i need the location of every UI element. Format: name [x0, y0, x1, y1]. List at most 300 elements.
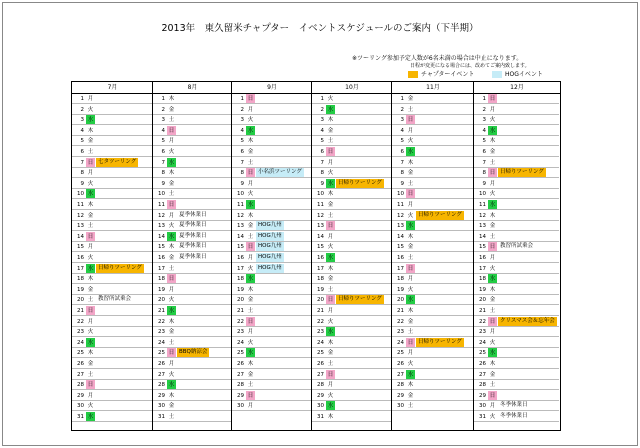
- day-cell: [392, 200, 473, 210]
- day-cell: [312, 211, 391, 221]
- day-number: 26: [158, 361, 165, 367]
- weekday-label: 土: [407, 106, 414, 113]
- day-number: 3: [161, 117, 165, 124]
- weekday-label: 日: [87, 382, 94, 389]
- weekday-label: 月: [247, 403, 254, 410]
- day-number: 4: [400, 127, 404, 134]
- event-label: 教習所試乗会: [500, 243, 534, 250]
- weekday-label: 火: [327, 244, 334, 251]
- month-header: 8月: [153, 82, 232, 94]
- weekday-label: 木: [489, 138, 496, 145]
- day-number: 29: [77, 392, 84, 399]
- day-cell: [72, 94, 152, 104]
- day-cell: [312, 327, 391, 337]
- day-number: 3: [400, 117, 404, 124]
- day-cell: [474, 327, 559, 337]
- day-number: 17: [317, 265, 324, 272]
- day-cell: [72, 221, 152, 231]
- day-number: 23: [317, 329, 324, 336]
- weekday-label: 日: [489, 96, 496, 102]
- day-cell: [474, 359, 559, 369]
- day-cell: [72, 348, 152, 358]
- weekday-label: 火: [247, 191, 254, 198]
- weekday-label: 日: [327, 371, 334, 378]
- weekday-label: 月: [327, 159, 334, 166]
- day-cell: [72, 147, 152, 157]
- day-cell: [474, 380, 559, 390]
- day-cell: [72, 274, 152, 284]
- weekday-label: 金: [247, 223, 254, 230]
- day-cell: [232, 94, 311, 104]
- day-cell: [312, 94, 391, 104]
- day-number: 29: [237, 392, 244, 399]
- day-cell: [232, 105, 311, 115]
- month-header: 10月: [312, 82, 392, 94]
- day-number: 2: [320, 106, 324, 113]
- day-cell: [232, 158, 311, 168]
- day-number: 10: [317, 191, 324, 198]
- day-number: 19: [479, 286, 486, 293]
- weekday-label: 日: [247, 170, 254, 177]
- day-number: 15: [158, 244, 165, 251]
- event-label: クリスマス会＆忘年会: [500, 317, 555, 324]
- day-cell: [72, 211, 152, 221]
- weekday-label: 水: [489, 127, 496, 134]
- weekday-label: 日: [87, 233, 94, 240]
- day-number: 18: [158, 276, 165, 283]
- day-number: 30: [237, 403, 244, 410]
- day-number: 15: [77, 244, 84, 251]
- day-cell: [232, 274, 311, 284]
- day-cell: [232, 401, 311, 411]
- day-cell: [72, 158, 152, 168]
- day-number: 8: [320, 170, 324, 177]
- day-number: 2: [80, 106, 84, 113]
- day-cell: [474, 126, 559, 136]
- weekday-label: 日: [407, 191, 414, 198]
- day-cell: [72, 179, 152, 189]
- day-number: 30: [158, 403, 165, 410]
- weekday-label: 水: [489, 350, 496, 357]
- day-number: 31: [77, 414, 84, 420]
- weekday-label: 月: [327, 382, 334, 389]
- day-cell: [72, 327, 152, 337]
- weekday-label: 金: [168, 106, 175, 113]
- day-cell: [72, 285, 152, 295]
- day-number: 14: [397, 233, 404, 240]
- day-cell: [392, 136, 473, 146]
- day-number: 28: [77, 382, 84, 389]
- day-cell: [153, 179, 231, 189]
- day-cell: [232, 242, 311, 252]
- weekday-label: 水: [407, 297, 414, 304]
- day-cell: [392, 348, 473, 358]
- day-number: 11: [77, 202, 84, 208]
- weekday-label: 月: [407, 276, 414, 283]
- day-cell: [232, 348, 311, 358]
- day-number: 5: [161, 138, 165, 145]
- day-cell: [474, 295, 559, 305]
- calendar-grid: [71, 81, 561, 431]
- weekday-label: 月: [168, 286, 175, 293]
- weekday-label: 月: [168, 138, 175, 145]
- day-number: 14: [158, 233, 165, 240]
- day-cell: [392, 285, 473, 295]
- weekday-label: 月: [87, 170, 94, 177]
- weekday-label: 木: [327, 414, 334, 420]
- weekday-label: 日: [87, 308, 94, 314]
- weekday-label: 金: [407, 244, 414, 251]
- day-number: 27: [317, 371, 324, 378]
- day-number: 9: [161, 180, 165, 187]
- note-cancel-condition: ※ツーリング参加予定人数が6名未満の場合は中止になります。: [352, 55, 523, 62]
- day-cell: [474, 115, 559, 125]
- note-schedule-change: 日程が変更になる場合には、改めてご案内致します。: [410, 63, 530, 69]
- day-number: 2: [482, 106, 486, 113]
- weekday-label: 木: [327, 117, 334, 124]
- day-number: 27: [237, 371, 244, 378]
- day-cell: [232, 264, 311, 274]
- event-label: 小名浜ツーリング: [258, 169, 302, 176]
- weekday-label: 木: [87, 276, 94, 283]
- day-number: 20: [479, 297, 486, 304]
- day-number: 18: [317, 276, 324, 283]
- day-cell: [153, 105, 231, 115]
- day-number: 25: [77, 350, 84, 357]
- day-cell: [392, 94, 473, 104]
- day-cell: [474, 317, 559, 327]
- day-cell: [392, 253, 473, 263]
- weekday-label: 日: [327, 223, 334, 230]
- day-cell: [232, 232, 311, 242]
- event-label: 夏季休業日: [179, 222, 207, 229]
- weekday-label: 金: [87, 212, 94, 219]
- day-cell: [232, 115, 311, 125]
- day-cell: [392, 211, 473, 221]
- weekday-label: 土: [168, 414, 175, 420]
- day-cell: [312, 232, 391, 242]
- day-number: 25: [479, 350, 486, 357]
- day-number: 22: [158, 318, 165, 325]
- day-cell: [392, 338, 473, 348]
- day-number: 25: [237, 350, 244, 357]
- day-cell: [312, 136, 391, 146]
- day-cell: [392, 126, 473, 136]
- day-cell: [392, 317, 473, 327]
- day-cell: [474, 348, 559, 358]
- event-label: 教習所試乗会: [98, 296, 132, 303]
- day-cell: [312, 380, 391, 390]
- day-cell: [153, 264, 231, 274]
- weekday-label: 水: [247, 127, 254, 134]
- weekday-label: 水: [327, 255, 334, 261]
- day-cell: [72, 264, 152, 274]
- day-cell: [474, 200, 559, 210]
- day-cell: [232, 306, 311, 316]
- weekday-label: 月: [489, 403, 496, 410]
- weekday-label: 土: [87, 297, 94, 304]
- day-number: 17: [77, 265, 84, 272]
- day-number: 13: [479, 223, 486, 230]
- event-label: HOG九州: [258, 264, 282, 271]
- day-cell: [392, 380, 473, 390]
- day-cell: [392, 264, 473, 274]
- weekday-label: 水: [407, 223, 414, 230]
- day-cell: [232, 253, 311, 263]
- weekday-label: 土: [407, 180, 414, 187]
- day-cell: [312, 115, 391, 125]
- day-cell: [153, 348, 231, 358]
- day-cell: [153, 189, 231, 199]
- legend-hog-label: HOGイベント: [505, 71, 543, 78]
- event-label: 日帰りツーリング: [418, 211, 462, 218]
- weekday-label: 木: [168, 244, 175, 251]
- weekday-label: 土: [247, 382, 254, 389]
- day-number: 20: [158, 297, 165, 304]
- day-number: 14: [77, 233, 84, 240]
- day-number: 19: [317, 286, 324, 293]
- day-cell: [312, 359, 391, 369]
- day-number: 15: [479, 244, 486, 251]
- day-number: 1: [161, 96, 165, 102]
- day-cell: [312, 317, 391, 327]
- weekday-label: 水: [489, 276, 496, 283]
- weekday-label: 火: [327, 392, 334, 399]
- day-number: 30: [479, 403, 486, 410]
- day-number: 14: [237, 233, 244, 240]
- weekday-label: 月: [168, 212, 175, 219]
- day-number: 26: [237, 361, 244, 367]
- day-number: 22: [237, 318, 244, 325]
- day-cell: [72, 359, 152, 369]
- weekday-label: 木: [87, 202, 94, 208]
- day-cell: [153, 115, 231, 125]
- weekday-label: 水: [87, 414, 94, 420]
- day-cell: [232, 338, 311, 348]
- day-cell: [153, 380, 231, 390]
- day-cell: [392, 242, 473, 252]
- day-number: 23: [158, 329, 165, 336]
- day-cell: [232, 126, 311, 136]
- weekday-label: 日: [407, 339, 414, 346]
- weekday-label: 日: [247, 318, 254, 325]
- weekday-label: 火: [407, 286, 414, 293]
- weekday-label: 水: [168, 159, 175, 166]
- day-cell: [474, 211, 559, 221]
- month-header: 11月: [392, 82, 474, 94]
- day-number: 25: [317, 350, 324, 357]
- day-number: 26: [317, 361, 324, 367]
- event-label: 冬季休業日: [500, 402, 528, 409]
- day-cell: [72, 401, 152, 411]
- weekday-label: 月: [489, 329, 496, 336]
- weekday-label: 水: [327, 329, 334, 336]
- weekday-label: 火: [87, 403, 94, 410]
- day-number: 11: [237, 202, 244, 208]
- day-cell: [312, 158, 391, 168]
- weekday-label: 水: [168, 308, 175, 314]
- day-number: 8: [161, 170, 165, 177]
- weekday-label: 土: [247, 233, 254, 240]
- month-header: 7月: [72, 82, 153, 94]
- event-label: 冬季休業日: [500, 413, 528, 419]
- day-cell: [312, 105, 391, 115]
- day-number: 6: [320, 149, 324, 155]
- weekday-label: 金: [87, 286, 94, 293]
- day-cell: [72, 105, 152, 115]
- day-number: 9: [320, 180, 324, 187]
- day-cell: [72, 412, 152, 422]
- day-number: 29: [479, 392, 486, 399]
- day-cell: [474, 179, 559, 189]
- day-cell: [153, 253, 231, 263]
- day-number: 4: [482, 127, 486, 134]
- day-number: 1: [400, 96, 404, 102]
- weekday-label: 土: [327, 138, 334, 145]
- weekday-label: 土: [327, 212, 334, 219]
- weekday-label: 月: [247, 106, 254, 113]
- day-cell: [232, 211, 311, 221]
- day-cell: [474, 412, 559, 422]
- weekday-label: 土: [407, 329, 414, 336]
- event-label: 日帰りツーリング: [98, 264, 142, 271]
- day-number: 24: [397, 339, 404, 346]
- day-cell: [153, 242, 231, 252]
- day-number: 2: [161, 106, 165, 113]
- day-cell: [153, 158, 231, 168]
- day-number: 21: [77, 308, 84, 314]
- day-number: 21: [479, 308, 486, 314]
- weekday-label: 木: [407, 308, 414, 314]
- weekday-label: 火: [87, 180, 94, 187]
- weekday-label: 月: [489, 180, 496, 187]
- day-cell: [474, 136, 559, 146]
- weekday-label: 水: [327, 403, 334, 410]
- day-number: 27: [479, 371, 486, 378]
- day-number: 16: [397, 255, 404, 261]
- weekday-label: 月: [327, 233, 334, 240]
- weekday-label: 日: [168, 276, 175, 283]
- day-cell: [72, 317, 152, 327]
- day-number: 21: [158, 308, 165, 314]
- day-number: 13: [77, 223, 84, 230]
- weekday-label: 日: [87, 159, 94, 166]
- weekday-label: 金: [327, 127, 334, 134]
- weekday-label: 火: [87, 106, 94, 113]
- day-number: 23: [237, 329, 244, 336]
- weekday-label: 日: [407, 117, 414, 124]
- weekday-label: 日: [489, 318, 496, 325]
- day-cell: [153, 136, 231, 146]
- day-number: 7: [80, 159, 84, 166]
- day-number: 16: [317, 255, 324, 261]
- weekday-label: 火: [168, 297, 175, 304]
- day-number: 20: [317, 297, 324, 304]
- weekday-label: 木: [168, 96, 175, 102]
- day-cell: [153, 401, 231, 411]
- day-number: 20: [397, 297, 404, 304]
- weekday-label: 土: [87, 223, 94, 230]
- day-cell: [392, 274, 473, 284]
- weekday-label: 火: [168, 223, 175, 230]
- weekday-label: 金: [87, 361, 94, 367]
- day-cell: [392, 147, 473, 157]
- day-cell: [153, 412, 231, 422]
- event-label: 夏季休業日: [179, 243, 207, 250]
- day-cell: [474, 158, 559, 168]
- day-cell: [474, 370, 559, 380]
- day-number: 22: [397, 318, 404, 325]
- day-cell: [312, 370, 391, 380]
- weekday-label: 木: [327, 265, 334, 272]
- weekday-label: 金: [407, 392, 414, 399]
- day-cell: [312, 285, 391, 295]
- day-cell: [153, 94, 231, 104]
- day-cell: [72, 200, 152, 210]
- day-number: 5: [80, 138, 84, 145]
- event-label: 夏季休業日: [179, 254, 207, 260]
- day-number: 4: [80, 127, 84, 134]
- day-number: 29: [158, 392, 165, 399]
- weekday-label: 木: [168, 392, 175, 399]
- day-cell: [153, 327, 231, 337]
- day-cell: [392, 179, 473, 189]
- day-cell: [392, 295, 473, 305]
- weekday-label: 日: [327, 297, 334, 304]
- day-number: 5: [400, 138, 404, 145]
- day-number: 30: [397, 403, 404, 410]
- day-number: 16: [77, 255, 84, 261]
- day-number: 8: [240, 170, 244, 177]
- day-cell: [232, 285, 311, 295]
- day-number: 24: [158, 339, 165, 346]
- day-number: 9: [482, 180, 486, 187]
- weekday-label: 木: [489, 212, 496, 219]
- day-number: 3: [482, 117, 486, 124]
- weekday-label: 月: [247, 180, 254, 187]
- weekday-label: 日: [489, 244, 496, 251]
- day-number: 26: [479, 361, 486, 367]
- day-cell: [153, 126, 231, 136]
- weekday-label: 金: [489, 149, 496, 155]
- day-number: 11: [158, 202, 165, 208]
- weekday-label: 金: [407, 96, 414, 102]
- day-cell: [474, 105, 559, 115]
- weekday-label: 金: [489, 297, 496, 304]
- day-cell: [72, 189, 152, 199]
- weekday-label: 金: [327, 202, 334, 208]
- weekday-label: 水: [327, 180, 334, 187]
- weekday-label: 火: [327, 96, 334, 102]
- weekday-label: 金: [168, 329, 175, 336]
- weekday-label: 火: [407, 212, 414, 219]
- day-number: 23: [479, 329, 486, 336]
- day-number: 7: [161, 159, 165, 166]
- weekday-label: 月: [87, 392, 94, 399]
- weekday-label: 月: [407, 202, 414, 208]
- weekday-label: 水: [87, 339, 94, 346]
- weekday-label: 月: [87, 96, 94, 102]
- day-cell: [474, 253, 559, 263]
- weekday-label: 火: [489, 191, 496, 198]
- day-number: 27: [158, 371, 165, 378]
- day-cell: [392, 306, 473, 316]
- day-cell: [72, 115, 152, 125]
- weekday-label: 土: [489, 308, 496, 314]
- weekday-label: 水: [87, 265, 94, 272]
- day-cell: [312, 264, 391, 274]
- day-number: 12: [158, 212, 165, 219]
